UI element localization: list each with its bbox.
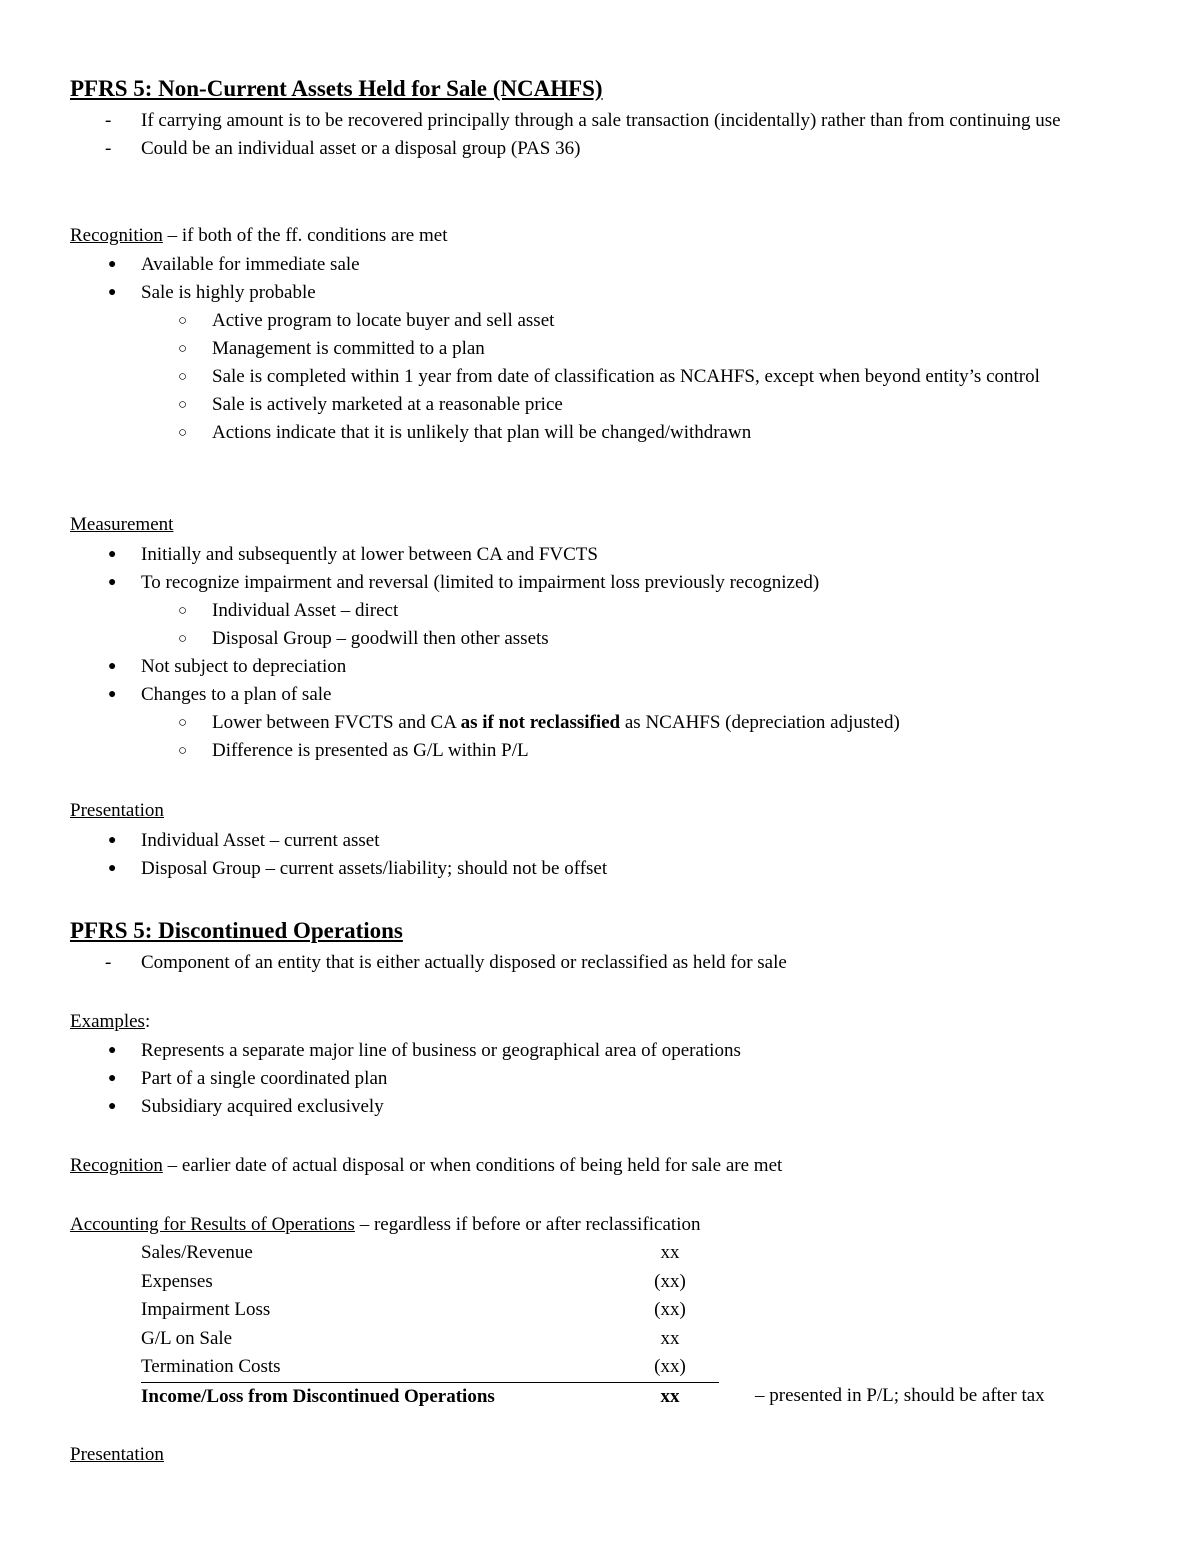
measurement-heading-label: Measurement: [70, 514, 174, 535]
list-item: ○ Sale is completed within 1 year from date of classification as NCAHFS, except when beyond entity’s control: [70, 363, 1128, 391]
list-item: ● Sale is highly probable: [70, 279, 1128, 307]
accounting-heading-desc: – regardless if before or after reclassification: [354, 1214, 701, 1235]
row-label: Impairment Loss: [141, 1299, 271, 1321]
results-table: [141, 1239, 1045, 1412]
list-item: - If carrying amount is to be recovered principally through a sale transaction (incidentally) rather than from continuing use: [70, 107, 1128, 135]
measurement-list: [70, 541, 1128, 765]
table-row: [141, 1325, 1045, 1354]
discontinued-recognition: [70, 1152, 1128, 1180]
ncahfs-title: PFRS 5: Non-Current Assets Held for Sale (NCAHFS): [70, 76, 603, 101]
list-item: ● Individual Asset – current asset: [70, 827, 1128, 855]
ncahfs-intro-list: [70, 107, 1128, 163]
list-item: [70, 709, 1128, 737]
table-row: [141, 1239, 1045, 1268]
recognition-list: [70, 251, 1128, 447]
list-item: ○ Actions indicate that it is unlikely that plan will be changed/withdrawn: [70, 419, 1128, 447]
list-item: ○ Disposal Group – goodwill then other assets: [70, 625, 1128, 653]
ncahfs-presentation: [70, 797, 1128, 883]
discontinued-presentation: [70, 1441, 1128, 1469]
total-amount: xx: [660, 1385, 680, 1407]
total-label: Income/Loss from Discontinued Operations: [141, 1385, 495, 1407]
disc-presentation-heading-label: Presentation: [70, 1444, 164, 1465]
ncahfs-section: [70, 74, 1128, 104]
examples-list: [70, 1037, 1128, 1121]
list-item: ○ Individual Asset – direct: [70, 597, 1128, 625]
ncahfs-recognition: [70, 222, 1128, 447]
discontinued-accounting: [70, 1211, 1128, 1412]
row-amount: (xx): [621, 1353, 719, 1382]
discontinued-examples: [70, 1008, 1128, 1121]
list-item: ○ Sale is actively marketed at a reasonable price: [70, 391, 1128, 419]
list-item-text-a: Lower between FVCTS and CA: [212, 712, 461, 733]
list-item: - Component of an entity that is either actually disposed or reclassified as held for sale: [70, 949, 1128, 977]
disc-recognition-heading-label: Recognition: [70, 1155, 163, 1176]
list-item-emphasis: as if not reclassified: [460, 712, 621, 733]
list-item: ● Not subject to depreciation: [70, 653, 1128, 681]
list-item: ● Part of a single coordinated plan: [70, 1065, 1128, 1093]
discontinued-title: PFRS 5: Discontinued Operations: [70, 918, 403, 943]
table-row: [141, 1353, 1045, 1382]
list-item: ○ Difference is presented as G/L within P/L: [70, 737, 1128, 765]
disc-recognition-desc: – earlier date of actual disposal or when conditions of being held for sale are met: [162, 1155, 783, 1176]
row-amount: (xx): [654, 1299, 686, 1321]
presentation-list: [70, 827, 1128, 883]
recognition-heading-desc: – if both of the ff. conditions are met: [162, 225, 448, 246]
total-note: – presented in P/L; should be after tax: [755, 1385, 1045, 1407]
measurement-heading: [70, 511, 1128, 539]
list-item: ● Disposal Group – current assets/liability; should not be offset: [70, 855, 1128, 883]
list-item: ● Available for immediate sale: [70, 251, 1128, 279]
ncahfs-measurement: [70, 511, 1128, 765]
discontinued-intro: [70, 949, 1128, 977]
disc-recognition-heading: [70, 1152, 1128, 1180]
recognition-heading-label: Recognition: [70, 225, 163, 246]
table-row-total: [141, 1382, 1045, 1411]
list-item: ● To recognize impairment and reversal (limited to impairment loss previously recognized): [70, 569, 1128, 597]
table-row: [141, 1296, 1045, 1325]
list-item: ● Subsidiary acquired exclusively: [70, 1093, 1128, 1121]
list-item: - Could be an individual asset or a disposal group (PAS 36): [70, 135, 1128, 163]
row-label: Termination Costs: [141, 1353, 621, 1382]
accounting-heading-label: Accounting for Results of Operations: [70, 1214, 355, 1235]
row-amount: xx: [660, 1242, 680, 1263]
row-amount: (xx): [654, 1270, 686, 1292]
disc-presentation-heading: [70, 1441, 1128, 1469]
list-item: ● Initially and subsequently at lower between CA and FVCTS: [70, 541, 1128, 569]
recognition-heading: [70, 222, 1128, 250]
examples-heading-suffix: :: [144, 1011, 151, 1032]
row-label: G/L on Sale: [141, 1327, 233, 1349]
row-amount: xx: [660, 1327, 680, 1349]
list-item: ○ Active program to locate buyer and sell asset: [70, 307, 1128, 335]
examples-heading: [70, 1008, 1128, 1036]
table-row: [141, 1268, 1045, 1297]
row-label: Sales/Revenue: [141, 1242, 253, 1263]
examples-heading-label: Examples: [70, 1011, 145, 1032]
ncahfs-intro: [70, 107, 1128, 163]
discontinued-section: [70, 916, 1128, 946]
list-item: ● Changes to a plan of sale: [70, 681, 1128, 709]
list-item: ○ Management is committed to a plan: [70, 335, 1128, 363]
list-item: ● Represents a separate major line of business or geographical area of operations: [70, 1037, 1128, 1065]
list-item-text-b: as NCAHFS (depreciation adjusted): [620, 712, 900, 733]
discontinued-intro-list: [70, 949, 1128, 977]
row-label: Expenses: [141, 1270, 213, 1292]
presentation-heading: [70, 797, 1128, 825]
presentation-heading-label: Presentation: [70, 800, 164, 821]
accounting-heading: [70, 1211, 1128, 1239]
